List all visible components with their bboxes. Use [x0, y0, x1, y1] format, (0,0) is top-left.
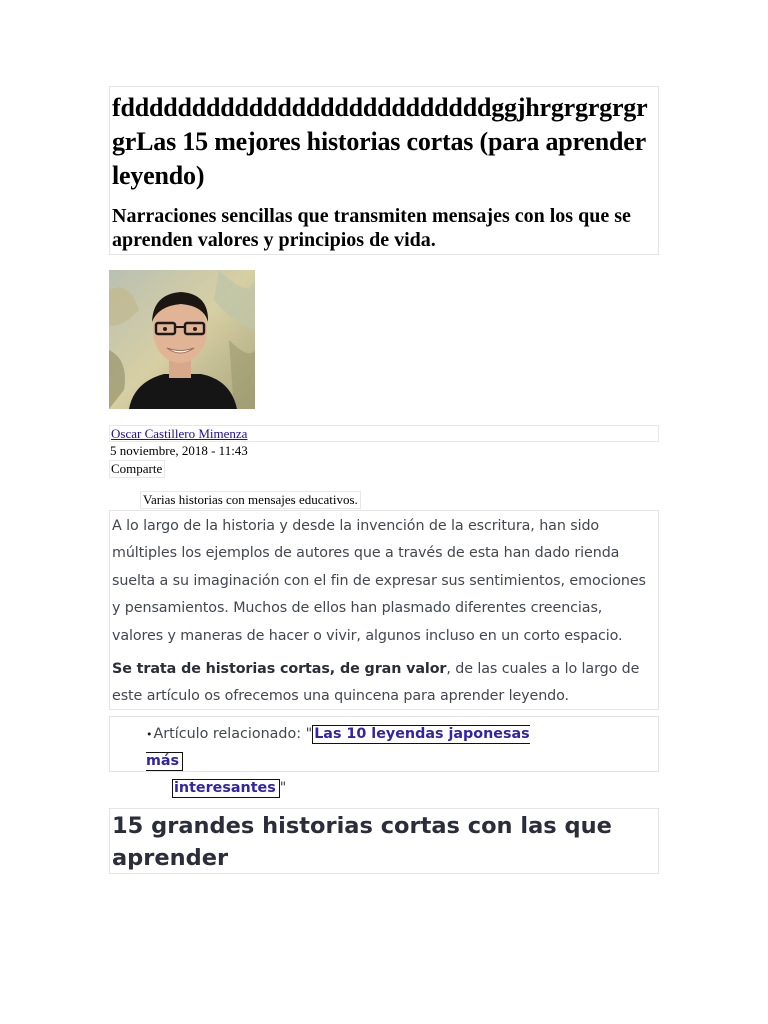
- article-body: [109, 510, 659, 710]
- title-block: [109, 86, 659, 255]
- author-link-container: [109, 425, 659, 442]
- section-heading: 15 grandes historias cortas con las que aprender: [112, 813, 612, 871]
- section-heading-block: [109, 808, 659, 874]
- publish-date: 5 noviembre, 2018 - 11:43: [110, 443, 248, 458]
- author-photo-image: [109, 270, 255, 409]
- related-article: [146, 721, 546, 802]
- paragraph-2-text: , de las cuales a lo largo de este artículo os ofrecemos una quincena para aprender leyendo.: [112, 661, 640, 705]
- image-caption: Varias historias con mensajes educativos.: [140, 491, 361, 509]
- related-article-link[interactable]: Las 10 leyendas japonesas más: [146, 726, 530, 769]
- article-title: fddddddddddddddddddddddddddggjhrgrgrgrgrgrLas 15 mejores historias cortas (para aprender leyendo): [112, 93, 648, 190]
- bullet-icon: •: [146, 728, 153, 741]
- paragraph-2-emphasis: Se trata de historias cortas, de gran valor: [112, 661, 447, 678]
- related-line-2: [146, 775, 546, 802]
- author-link[interactable]: Oscar Castillero Mimenza: [111, 426, 248, 441]
- article-subtitle: Narraciones sencillas que transmiten mensajes con los que se aprenden valores y principios de vida.: [112, 205, 631, 251]
- paragraph-1: A lo largo de la historia y desde la invención de la escritura, han sido múltiples los ejemplos de autores que a través de esta han dado rienda suelta a su imaginación con el fin de expresar sus sentimientos, emociones y pensamientos. Muchos de ellos han plasmado diferentes creencias, valores y maneras de hacer o vivir, algunos incluso en un corto espacio.: [112, 518, 646, 644]
- paragraph-2: [110, 656, 658, 711]
- related-suffix: ": [279, 780, 287, 796]
- author-photo: [109, 270, 255, 409]
- related-article-link-continued[interactable]: interesantes: [172, 779, 280, 798]
- related-line-1: [146, 721, 546, 775]
- related-prefix: Artículo relacionado: ": [153, 726, 313, 742]
- share-label[interactable]: Comparte: [109, 460, 165, 478]
- related-article-block: [109, 716, 659, 796]
